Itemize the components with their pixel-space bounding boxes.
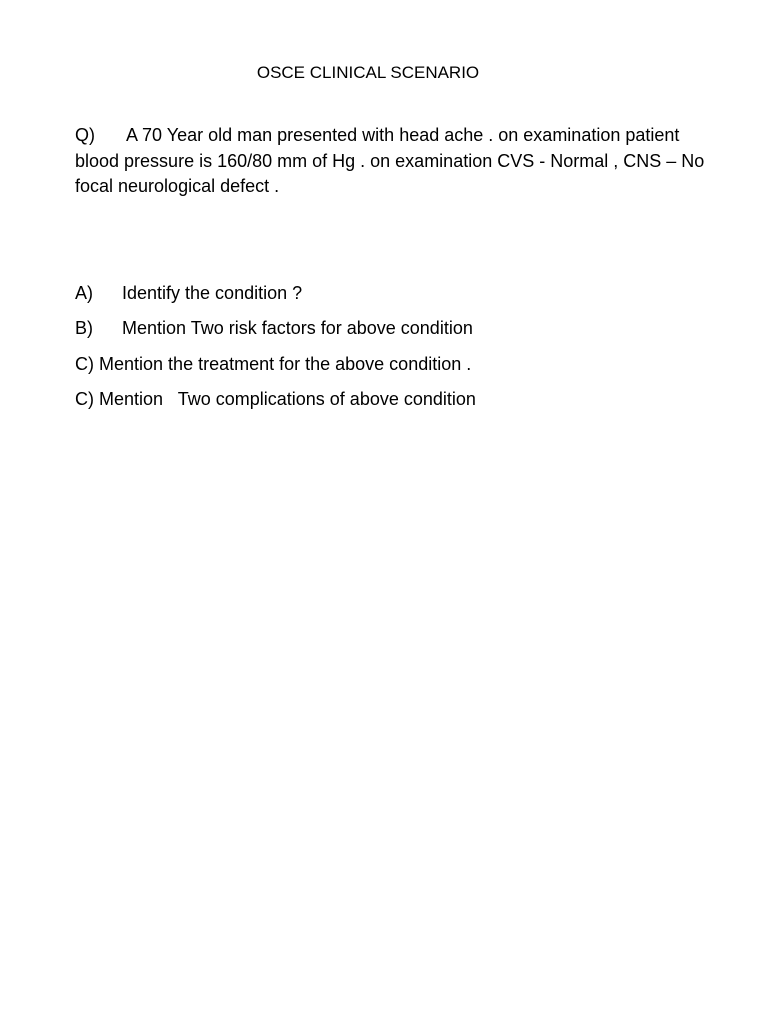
sub-question-text: Mention Two complications of above condition xyxy=(99,388,476,409)
question-line-1 xyxy=(75,123,735,149)
sub-question-text: Identify the condition ? xyxy=(122,283,303,303)
sub-question-label: A) xyxy=(75,283,93,303)
sub-question-b xyxy=(75,316,735,340)
sub-question-text: Mention the treatment for the above condition . xyxy=(99,353,472,374)
question-text-line-2: blood pressure is 160/80 mm of Hg . on examination CVS - Normal , CNS – No xyxy=(75,150,705,171)
question-text-line-3: focal neurological defect . xyxy=(75,176,280,196)
sub-question-c-1 xyxy=(75,352,735,376)
sub-question-text: Mention Two risk factors for above condition xyxy=(122,318,473,339)
sub-question-label: C) xyxy=(75,388,94,409)
sub-question-a xyxy=(75,281,735,305)
sub-question-list xyxy=(75,281,735,422)
question-text-line-1: A 70 Year old man presented with head ache . on examination patient xyxy=(126,125,680,145)
question-block xyxy=(75,123,735,200)
sub-question-label: B) xyxy=(75,318,93,339)
sub-question-c-2 xyxy=(75,387,735,411)
page-title: OSCE CLINICAL SCENARIO xyxy=(256,63,480,82)
sub-question-label: C) xyxy=(75,353,94,374)
question-label: Q) xyxy=(75,125,95,145)
